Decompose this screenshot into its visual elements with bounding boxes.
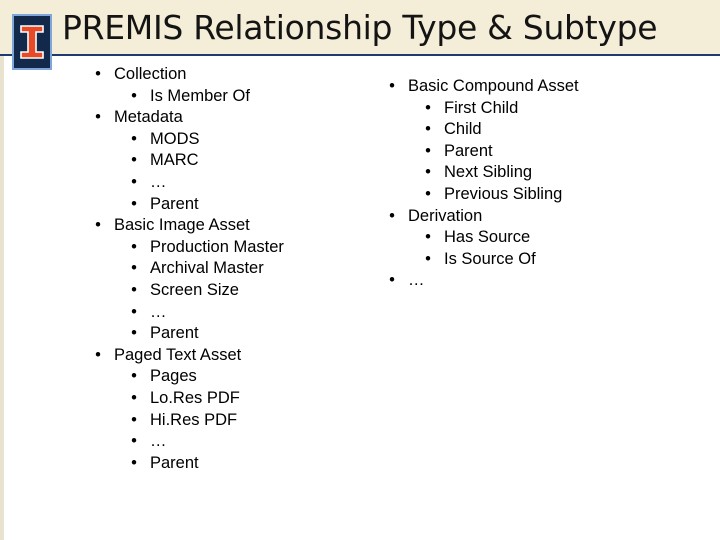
bullet-icon: • <box>95 216 101 235</box>
bullet-item <box>389 76 579 98</box>
bullet-text: Parent <box>444 141 493 160</box>
sub-bullet-item <box>425 141 579 163</box>
sub-bullet-item <box>131 431 284 453</box>
bullet-icon: • <box>389 271 395 290</box>
slide-left-rule <box>0 0 4 540</box>
right-bullet-list <box>384 76 579 292</box>
sub-bullet-item <box>131 366 284 388</box>
slide-title: PREMIS Relationship Type & Subtype <box>62 8 658 47</box>
sub-bullet-item <box>425 162 579 184</box>
bullet-text: … <box>150 432 167 451</box>
bullet-item <box>95 107 284 129</box>
bullet-text: Parent <box>150 194 199 213</box>
bullet-icon: • <box>425 163 431 182</box>
bullet-icon: • <box>425 98 431 117</box>
bullet-text: Paged Text Asset <box>114 345 242 364</box>
bullet-icon: • <box>131 129 137 148</box>
bullet-icon: • <box>425 120 431 139</box>
bullet-text: Next Sibling <box>444 163 533 182</box>
bullet-text: … <box>408 271 425 290</box>
bullet-item <box>95 215 284 237</box>
bullet-text: First Child <box>444 98 519 117</box>
bullet-icon: • <box>95 65 101 83</box>
block-i-logo-icon <box>14 16 50 68</box>
university-logo-icon <box>12 14 52 70</box>
sub-bullet-item <box>425 249 579 271</box>
bullet-text: … <box>150 302 167 321</box>
bullet-icon: • <box>389 206 395 225</box>
bullet-text: Parent <box>150 453 199 472</box>
bullet-icon: • <box>425 184 431 203</box>
bullet-icon: • <box>131 302 137 321</box>
sub-bullet-item <box>131 237 284 259</box>
bullet-icon: • <box>425 141 431 160</box>
sub-bullet-item <box>131 323 284 345</box>
sub-bullet-item <box>131 150 284 172</box>
bullet-icon: • <box>131 86 137 105</box>
bullet-text: Archival Master <box>150 259 264 278</box>
bullet-item <box>389 270 579 292</box>
sub-bullet-item <box>131 194 284 216</box>
sub-bullet-item <box>131 86 284 108</box>
sub-bullet-item <box>131 453 284 475</box>
bullet-item <box>389 206 579 228</box>
bullet-icon: • <box>389 77 395 95</box>
bullet-text: MODS <box>150 129 200 148</box>
bullet-text: Basic Image Asset <box>114 216 250 235</box>
bullet-text: Pages <box>150 367 197 386</box>
bullet-icon: • <box>131 367 137 386</box>
bullet-text: Screen Size <box>150 280 239 299</box>
sub-bullet-item <box>131 258 284 280</box>
bullet-icon: • <box>131 194 137 213</box>
bullet-text: Metadata <box>114 108 183 127</box>
bullet-icon: • <box>131 237 137 256</box>
bullet-text: Hi.Res PDF <box>150 410 238 429</box>
bullet-text: Production Master <box>150 237 284 256</box>
bullet-icon: • <box>131 259 137 278</box>
bullet-icon: • <box>131 280 137 299</box>
sub-bullet-item <box>131 302 284 324</box>
sub-bullet-item <box>425 184 579 206</box>
sub-bullet-item <box>131 410 284 432</box>
sub-bullet-item <box>131 172 284 194</box>
bullet-icon: • <box>425 228 431 247</box>
bullet-icon: • <box>131 151 137 170</box>
sub-bullet-item <box>425 119 579 141</box>
bullet-text: Has Source <box>444 228 531 247</box>
bullet-text: … <box>150 172 167 191</box>
bullet-text: Basic Compound Asset <box>408 77 579 95</box>
bullet-text: Is Source Of <box>444 249 536 268</box>
bullet-icon: • <box>131 388 137 407</box>
bullet-text: Child <box>444 120 482 139</box>
sub-bullet-item <box>425 98 579 120</box>
bullet-text: Collection <box>114 65 187 83</box>
bullet-text: Lo.Res PDF <box>150 388 240 407</box>
bullet-text: Derivation <box>408 206 483 225</box>
bullet-text: Previous Sibling <box>444 184 563 203</box>
left-bullet-list <box>90 64 284 474</box>
bullet-text: Parent <box>150 324 199 343</box>
bullet-icon: • <box>425 249 431 268</box>
bullet-icon: • <box>131 432 137 451</box>
sub-bullet-item <box>425 227 579 249</box>
bullet-icon: • <box>131 172 137 191</box>
bullet-text: Is Member Of <box>150 86 250 105</box>
bullet-icon: • <box>131 453 137 472</box>
sub-bullet-item <box>131 129 284 151</box>
bullet-icon: • <box>131 324 137 343</box>
sub-bullet-item <box>131 280 284 302</box>
bullet-text: MARC <box>150 151 199 170</box>
bullet-item <box>95 64 284 86</box>
bullet-icon: • <box>95 345 101 364</box>
sub-bullet-item <box>131 388 284 410</box>
bullet-icon: • <box>95 108 101 127</box>
bullet-icon: • <box>131 410 137 429</box>
bullet-item <box>95 345 284 367</box>
